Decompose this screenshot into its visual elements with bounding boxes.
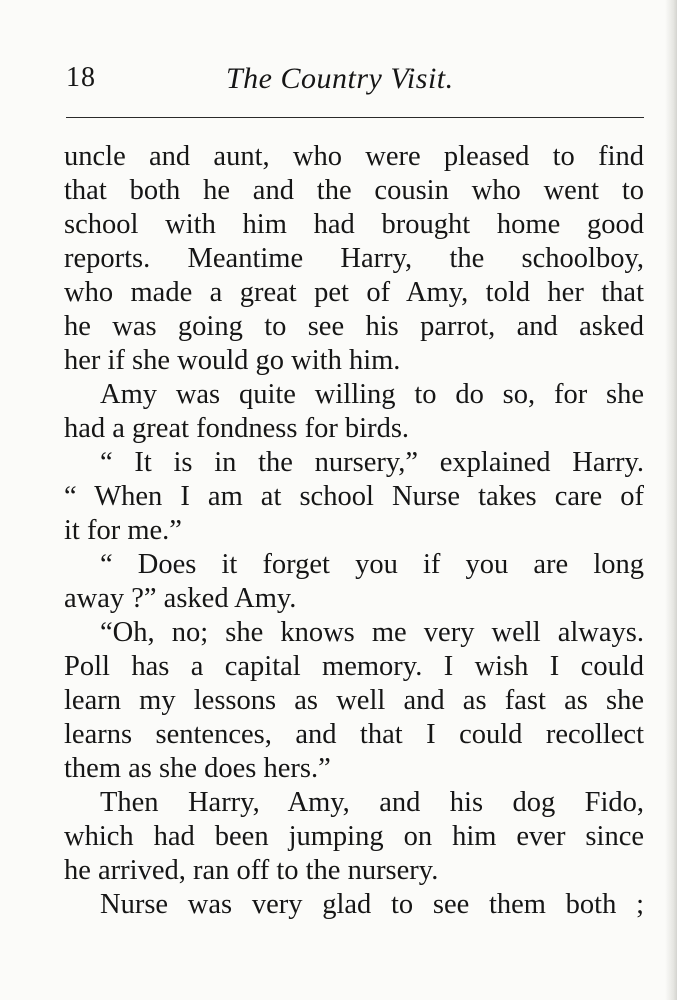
text-line: reports. Meantime Harry, the schoolboy,	[64, 243, 644, 274]
text-line: learn my lessons as well and as fast as she	[64, 685, 644, 716]
text-line: them as she does hers.”	[64, 753, 331, 784]
text-line: Then Harry, Amy, and his dog Fido,	[100, 787, 644, 818]
text-line: he arrived, ran off to the nursery.	[64, 855, 439, 886]
text-line: it for me.”	[64, 515, 182, 546]
running-title: The Country Visit.	[226, 62, 454, 95]
header-rule	[66, 117, 644, 118]
page-edge-shadow	[665, 0, 677, 1000]
text-line: “ When I am at school Nurse takes care of	[64, 481, 644, 512]
text-line: “ It is in the nursery,” explained Harry.	[100, 447, 644, 478]
text-line: which had been jumping on him ever since	[64, 821, 644, 852]
text-line: “ Does it forget you if you are long	[100, 549, 644, 580]
text-line: her if she would go with him.	[64, 345, 401, 376]
text-line: had a great fondness for birds.	[64, 413, 410, 444]
text-line: learns sentences, and that I could recollect	[64, 719, 644, 750]
text-line: he was going to see his parrot, and asked	[64, 311, 644, 342]
text-line: uncle and aunt, who were pleased to find	[64, 141, 644, 172]
body-text	[64, 140, 644, 922]
text-line: away ?” asked Amy.	[64, 583, 297, 614]
page-number: 18	[66, 62, 96, 93]
text-line: who made a great pet of Amy, told her that	[64, 277, 644, 308]
text-line: “Oh, no; she knows me very well always.	[100, 617, 644, 648]
text-line: Amy was quite willing to do so, for she	[100, 379, 644, 410]
running-header	[66, 60, 644, 104]
text-line: that both he and the cousin who went to	[64, 175, 644, 206]
text-line: Nurse was very glad to see them both ;	[100, 889, 644, 920]
text-line: Poll has a capital memory. I wish I could	[64, 651, 644, 682]
text-line: school with him had brought home good	[64, 209, 644, 240]
